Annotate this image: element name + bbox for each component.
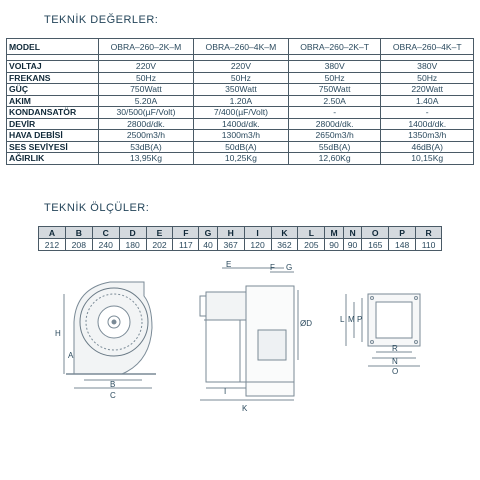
spec-cell: 2500m3/h (99, 130, 194, 142)
dimension-letter: F (173, 227, 199, 239)
dim-label-H: H (55, 329, 61, 338)
dimension-letter: H (217, 227, 244, 239)
dimension-letters-row (39, 227, 442, 239)
dim-label-L: L (340, 315, 345, 324)
dim-label-A: A (68, 351, 74, 360)
spec-row-label: HAVA DEBİSİ (7, 130, 99, 142)
spec-cell: 380V (288, 61, 381, 73)
spec-header-row (7, 39, 474, 55)
dimension-value: 208 (65, 239, 92, 251)
dimension-letter: R (416, 227, 442, 239)
dimension-value: 202 (146, 239, 173, 251)
dim-label-E: E (226, 260, 232, 269)
dimension-value: 180 (119, 239, 146, 251)
spec-cell: 7/400(µF/Volt) (193, 107, 288, 119)
dimension-letter: B (65, 227, 92, 239)
spec-cell: 5.20A (99, 95, 194, 107)
dimension-value: 367 (217, 239, 244, 251)
dimension-value: 240 (92, 239, 119, 251)
dimension-letter: M (325, 227, 344, 239)
spec-row-label: AKIM (7, 95, 99, 107)
dimension-value: 165 (362, 239, 389, 251)
spec-row (7, 61, 474, 73)
dim-label-O: O (392, 367, 399, 376)
spec-cell: 1400d/dk. (381, 118, 474, 130)
dimension-letter: C (92, 227, 119, 239)
dim-label-G: G (286, 263, 293, 272)
dimension-value: 120 (244, 239, 271, 251)
spec-cell: - (288, 107, 381, 119)
dimension-value: 90 (343, 239, 362, 251)
dimension-letter: E (146, 227, 173, 239)
front-view-drawing (186, 260, 326, 420)
dimension-table (38, 226, 442, 251)
spec-row (7, 72, 474, 84)
dimension-value: 40 (199, 239, 218, 251)
spec-cell: 12,60Kg (288, 153, 381, 165)
dimension-value: 205 (298, 239, 325, 251)
dimension-value: 90 (325, 239, 344, 251)
spec-cell: 30/500(µF/Volt) (99, 107, 194, 119)
dimension-letter: A (39, 227, 66, 239)
spec-cell: 1300m3/h (193, 130, 288, 142)
dim-label-D: ØD (300, 319, 312, 328)
dim-label-M: M (348, 315, 355, 324)
spec-model: OBRA–260–2K–M (99, 39, 194, 55)
spec-cell: 55dB(A) (288, 141, 381, 153)
dimension-letter: D (119, 227, 146, 239)
spec-cell: 50Hz (193, 72, 288, 84)
spec-cell: 220Watt (381, 84, 474, 96)
spec-row (7, 84, 474, 96)
dim-label-F: F (270, 263, 275, 272)
spec-cell: 10,15Kg (381, 153, 474, 165)
spec-cell: 1.20A (193, 95, 288, 107)
dim-label-K: K (242, 404, 248, 413)
dim-label-B: B (110, 380, 116, 389)
spec-cell: 750Watt (99, 84, 194, 96)
spec-row-label: AĞIRLIK (7, 153, 99, 165)
dimension-letter: G (199, 227, 218, 239)
spec-cell: 380V (381, 61, 474, 73)
spec-cell: 10,25Kg (193, 153, 288, 165)
spec-cell: 2800d/dk. (99, 118, 194, 130)
spec-row-label: VOLTAJ (7, 61, 99, 73)
spec-cell: - (381, 107, 474, 119)
spec-cell: 1350m3/h (381, 130, 474, 142)
spec-row-label: FREKANS (7, 72, 99, 84)
spec-cell: 2650m3/h (288, 130, 381, 142)
spec-row-label: KONDANSATÖR (7, 107, 99, 119)
spec-row (7, 107, 474, 119)
spec-cell: 50Hz (288, 72, 381, 84)
dimension-values-row (39, 239, 442, 251)
spec-row (7, 95, 474, 107)
spec-cell: 750Watt (288, 84, 381, 96)
heading-technical-dimensions: TEKNİK ÖLÇÜLER: (44, 202, 150, 214)
dimension-value: 212 (39, 239, 66, 251)
dim-label-N: N (392, 357, 398, 366)
dimension-value: 117 (173, 239, 199, 251)
spec-cell: 2.50A (288, 95, 381, 107)
spec-table (6, 38, 474, 165)
side-view-drawing (52, 266, 172, 406)
dimension-letter: I (244, 227, 271, 239)
spec-cell: 50dB(A) (193, 141, 288, 153)
dimension-letter: O (362, 227, 389, 239)
spec-row-label: GÜÇ (7, 84, 99, 96)
spec-model: OBRA–260–2K–T (288, 39, 381, 55)
heading-technical-values: TEKNİK DEĞERLER: (44, 14, 159, 26)
spec-row (7, 153, 474, 165)
spec-cell: 350Watt (193, 84, 288, 96)
spec-cell: 1.40A (381, 95, 474, 107)
dim-label-P: P (357, 315, 363, 324)
spec-header-label: MODEL (7, 39, 99, 55)
spec-row (7, 141, 474, 153)
spec-cell: 50Hz (381, 72, 474, 84)
spec-row-label: DEVİR (7, 118, 99, 130)
spec-cell: 220V (99, 61, 194, 73)
spec-cell: 1400d/dk. (193, 118, 288, 130)
spec-cell: 2800d/dk. (288, 118, 381, 130)
spec-row-label: SES SEVİYESİ (7, 141, 99, 153)
spec-model: OBRA–260–4K–M (193, 39, 288, 55)
spec-cell: 53dB(A) (99, 141, 194, 153)
flange-view-drawing (336, 286, 436, 386)
dimension-letter: K (271, 227, 298, 239)
spec-cell: 13,95Kg (99, 153, 194, 165)
spec-cell: 50Hz (99, 72, 194, 84)
spec-cell: 220V (193, 61, 288, 73)
dimension-letter: N (343, 227, 362, 239)
dimension-value: 110 (416, 239, 442, 251)
dimension-letter: P (389, 227, 416, 239)
dimension-letter: L (298, 227, 325, 239)
spec-row (7, 130, 474, 142)
dimension-value: 362 (271, 239, 298, 251)
spec-cell: 46dB(A) (381, 141, 474, 153)
dim-label-R: R (392, 344, 398, 353)
spec-body (7, 61, 474, 165)
spec-row (7, 118, 474, 130)
spec-model: OBRA–260–4K–T (381, 39, 474, 55)
dim-label-C: C (110, 391, 116, 400)
dim-label-I: I (224, 387, 227, 396)
dimension-value: 148 (389, 239, 416, 251)
